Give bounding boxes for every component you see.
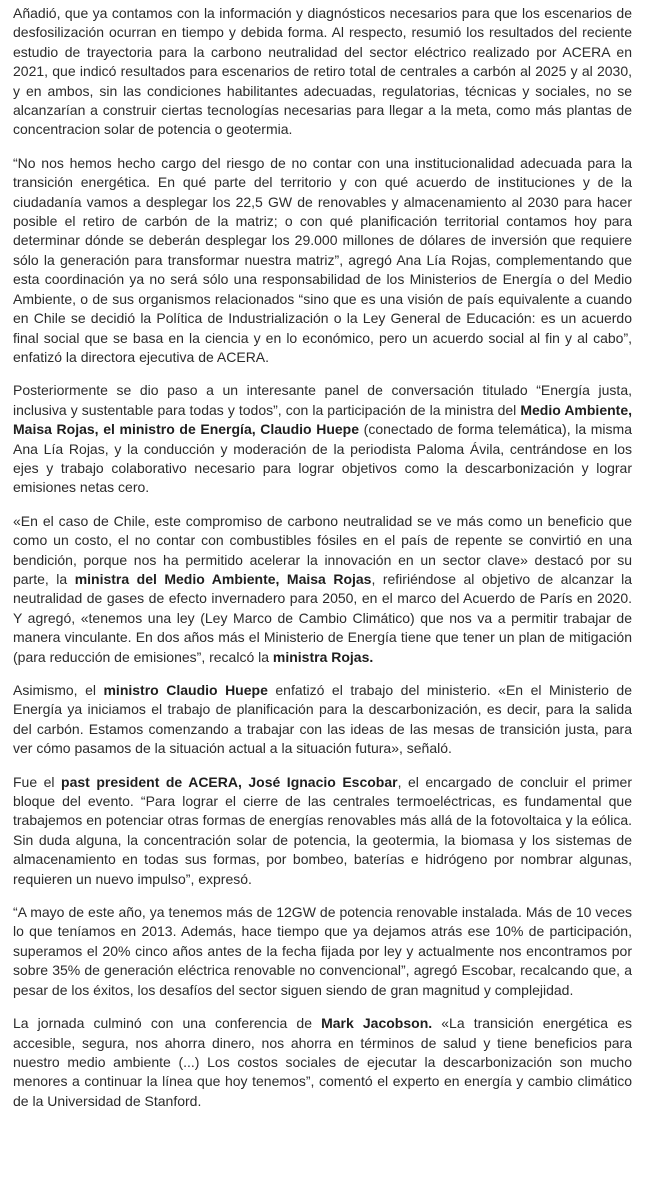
paragraph-2-text: “No nos hemos hecho cargo del riesgo de no contar con una institucionalidad adecuada para la transición energética. En qué parte del territorio y con qué acuerdo de instituciones y de la ciudadanía vamos a desplegar los 22,5 GW de renovables y almacenamiento al 2030 para hacer posible el retiro de carbón de la matriz; o con qué planificación territorial contamos hoy para determinar dónde se deberán desplegar los 29.000 millones de dólares de inversión que requiere sólo la generación para transformar nuestra matriz”, agregó Ana Lía Rojas, complementando que esta coordinación ya no será sólo una responsabilidad de los Ministerios de Energía o del Medio Ambiente, o de sus organismos relacionados “sino que es una visión de país equivalente a cuando en Chile se decidió la Política de Industrialización o la Ley General de Educación: es un acuerdo final social que se basa en la ciencia y en lo económico, pero un acuerdo social al fin y al cabo”, enfatizó la directora ejecutiva de ACERA. [13, 154, 632, 365]
paragraph-8-text-1: La jornada culminó con una conferencia de [13, 1015, 322, 1032]
paragraph-3-bold-1: Medio Ambiente, Maisa Rojas, el ministro de Energía, Claudio Huepe [13, 401, 632, 438]
paragraph-4-bold-2: ministra Rojas. [272, 648, 374, 665]
paragraph-3-text-2: (conectado de forma telemática), la misma Ana Lía Rojas, y la conducción y moderación de la periodista Paloma Ávila, centrándose en los ejes y trabajo colaborativo necesario para lograr objetivos como la descarbonización y lograr emisiones netas cero. [13, 421, 632, 496]
paragraph-1 [13, 4, 632, 140]
paragraph-6-bold-1: past president de ACERA, José Ignacio Escobar [61, 773, 398, 790]
paragraph-6-text-2: , el encargado de concluir el primer bloque del evento. “Para lograr el cierre de las centrales termoeléctricas, es fundamental que trabajemos en potenciar otras formas de energías renovables más allá de la fotovoltaica y la eólica. Sin duda alguna, la concentración solar de potencia, la geotermia, la biomasa y los sistemas de almacenamiento en todas sus formas, por bombeo, baterías e hidrógeno por nombrar algunas, requieren un nuevo impulso”, expresó. [13, 773, 632, 887]
paragraph-3-text-1: Posteriormente se dio paso a un interesante panel de conversación titulado “Energía justa, inclusiva y sustentable para todas y todos”, con la participación de la ministra del [13, 382, 632, 418]
paragraph-8 [13, 1014, 632, 1111]
paragraph-5 [13, 681, 632, 759]
paragraph-5-text-1: Asimismo, el [13, 682, 104, 698]
paragraph-7 [13, 903, 632, 1000]
paragraph-5-text-2: enfatizó el trabajo del ministerio. «En el Ministerio de Energía ya iniciamos el trabajo de planificación para la descarbonización, es decir, para la salida del carbón. Estamos comenzando a trabajar con las ideas de las mesas de transición justa, para ver cómo pasamos de la situación actual a la situación futura», señaló. [13, 682, 632, 757]
paragraph-8-text-2: «La transición energética es accesible, segura, nos ahorra dinero, nos ahorra en términos de salud y tiene beneficios para nuestro medio ambiente (...) Los costos sociales de ejecutar la descarbonización son mucho menores a continuar la línea que hoy tenemos”, comentó el experto en energía y cambio climático de la Universidad de Stanford. [13, 1015, 632, 1109]
paragraph-4-text-1: «En el caso de Chile, este compromiso de carbono neutralidad se ve más como un beneficio que como un costo, el no contar con combustibles fósiles en el país de repente se convirtió en una bendición, porque nos ha permitido acelerar la innovación en un sector clave» destacó por su parte, la [13, 512, 632, 587]
paragraph-6-text-1: Fue el [13, 773, 62, 790]
paragraph-4-text-2: , refiriéndose al objetivo de alcanzar la neutralidad de gases de efecto invernadero para 2050, en el marco del Acuerdo de París en 2020. Y agregó, «tenemos una ley (Ley Marco de Cambio Climático) que nos va a permitir trabajar de manera vinculante. En dos años más el Ministerio de Energía tiene que tener un plan de mitigación (para reducción de emisiones”, recalcó la [13, 570, 632, 665]
paragraph-5-bold-1: ministro Claudio Huepe [103, 682, 268, 698]
paragraph-3 [13, 381, 632, 497]
paragraph-1-text: Añadió, que ya contamos con la información y diagnósticos necesarios para que los escenarios de desfosilización ocurran en tiempo y debida forma. Al respecto, resumió los resultados del reciente estudio de trayectoria para la carbono neutralidad del sector eléctrico realizado por ACERA en 2021, que indicó resultados para escenarios de retiro total de centrales a carbón al 2025 y al 2030, y en ambos, sin las condiciones habilitantes adecuadas, regulatorias, técnicas y sociales, no se alcanzarían a construir ciertas tecnologías necesarias para llegar a la meta, como más plantas de concentracion solar de potencia o geotermia. [13, 5, 632, 138]
paragraph-8-bold-1: Mark Jacobson. [321, 1015, 433, 1032]
paragraph-4 [13, 512, 632, 667]
paragraph-7-text: “A mayo de este año, ya tenemos más de 12GW de potencia renovable instalada. Más de 10 veces lo que teníamos en 2013. Además, hace tiempo que ya dejamos atrás ese 10% de participación, superamos el 20% cinco años antes de la fecha fijada por ley y actualmente nos encontramos por sobre 35% de generación eléctrica renovable no convencional”, agregó Escobar, recalcando que, a pesar de los éxitos, los desafíos del sector siguen siendo de gran magnitud y complejidad. [13, 904, 632, 998]
paragraph-4-bold-1: ministra del Medio Ambiente, Maisa Rojas [74, 570, 372, 587]
paragraph-6 [13, 773, 632, 889]
paragraph-2 [13, 154, 632, 367]
